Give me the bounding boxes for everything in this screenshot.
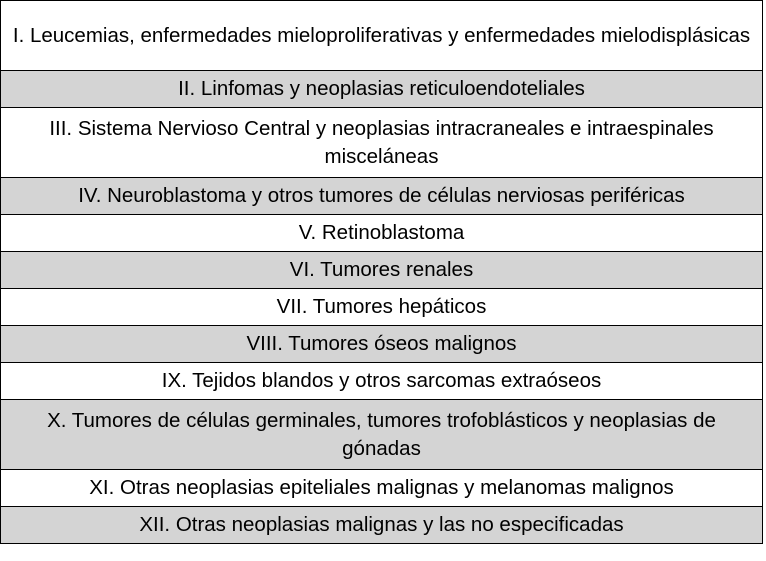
table-cell-row-11: XI. Otras neoplasias epiteliales malignas y melanomas malignos [1, 470, 763, 507]
table-cell-row-3: III. Sistema Nervioso Central y neoplasias intracraneales e intraespinales misceláneas [1, 108, 763, 178]
table-row [1, 470, 763, 507]
table-row [1, 1, 763, 71]
table-row [1, 326, 763, 363]
table-row [1, 289, 763, 326]
table-cell-row-2: II. Linfomas y neoplasias reticuloendoteliales [1, 71, 763, 108]
table-row [1, 252, 763, 289]
table-row [1, 363, 763, 400]
table-row [1, 215, 763, 252]
table-row [1, 178, 763, 215]
table-row [1, 400, 763, 470]
table-cell-row-1: I. Leucemias, enfermedades mieloproliferativas y enfermedades mielodisplásicas [1, 1, 763, 71]
table-cell-row-8: VIII. Tumores óseos malignos [1, 326, 763, 363]
table-cell-row-9: IX. Tejidos blandos y otros sarcomas extraóseos [1, 363, 763, 400]
table-row [1, 108, 763, 178]
table-cell-row-10: X. Tumores de células germinales, tumores trofoblásticos y neoplasias de gónadas [1, 400, 763, 470]
table-row [1, 507, 763, 544]
table-cell-row-6: VI. Tumores renales [1, 252, 763, 289]
table-cell-row-12: XII. Otras neoplasias malignas y las no especificadas [1, 507, 763, 544]
table-cell-row-5: V. Retinoblastoma [1, 215, 763, 252]
table-row [1, 71, 763, 108]
table-cell-row-4: IV. Neuroblastoma y otros tumores de células nerviosas periféricas [1, 178, 763, 215]
table-cell-row-7: VII. Tumores hepáticos [1, 289, 763, 326]
